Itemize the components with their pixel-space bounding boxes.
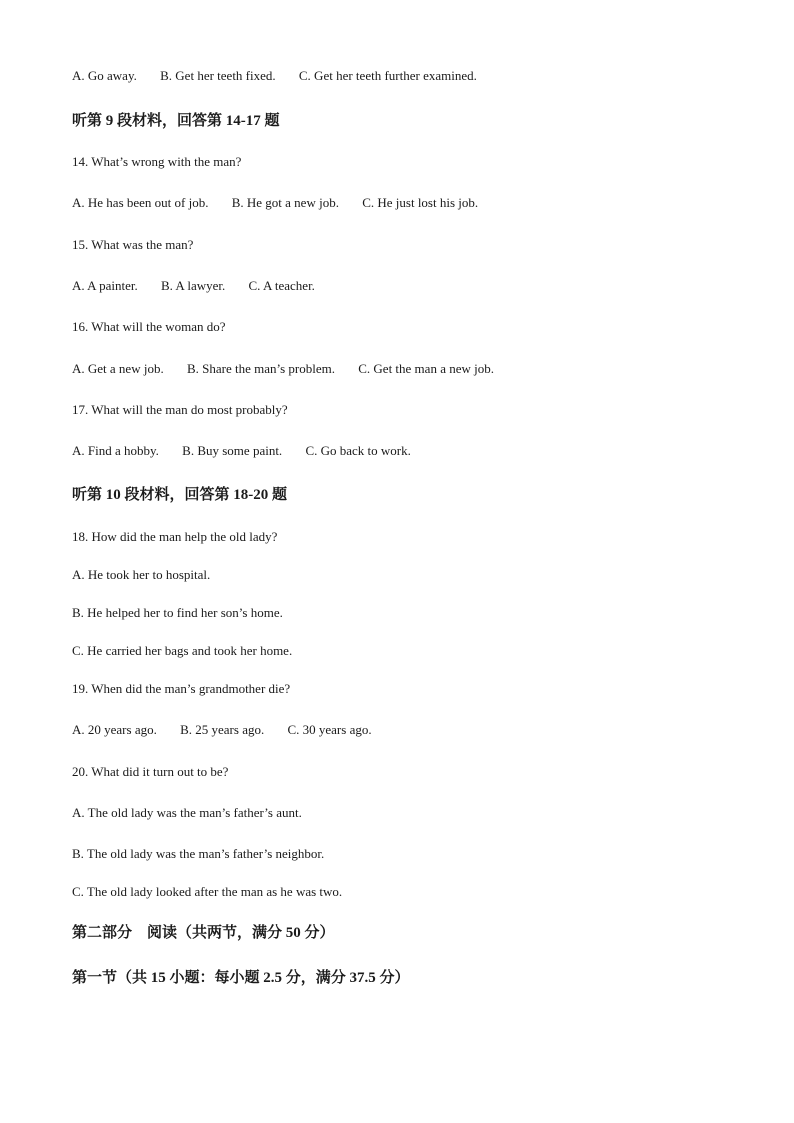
q20-option-c: C. The old lady looked after the man as he was two. (72, 884, 343, 899)
q17-option-a: A. Find a hobby. (72, 443, 159, 458)
q18-option-b: B. He helped her to find her son’s home. (72, 605, 283, 620)
q14-question: 14. What’s wrong with the man? (72, 154, 242, 169)
section-10-heading: 听第 10 段材料，回答第 18-20 题 (72, 487, 287, 503)
q19-option-b: B. 25 years ago. (180, 722, 265, 737)
part-2-heading: 第二部分 阅读（共两节，满分 50 分） (72, 925, 335, 941)
q16-option-c: C. Get the man a new job. (358, 361, 494, 376)
q16-option-b: B. Share the man’s problem. (186, 361, 335, 376)
q16-options (72, 361, 494, 377)
q20-question: 20. What did it turn out to be? (72, 764, 229, 779)
q14-option-c: C. He just lost his job. (362, 195, 479, 210)
q13-option-a: A. Go away. (72, 68, 137, 83)
q14-options (72, 195, 478, 211)
q19-option-c: C. 30 years ago. (287, 722, 372, 737)
q17-option-b: B. Buy some paint. (182, 443, 283, 458)
q19-option-a: A. 20 years ago. (72, 722, 157, 737)
q15-question: 15. What was the man? (72, 237, 194, 252)
q13-option-b: B. Get her teeth fixed. (160, 68, 276, 83)
q17-option-c: C. Go back to work. (305, 443, 411, 458)
q15-option-a: A. A painter. (72, 278, 138, 293)
q18-option-a: A. He took her to hospital. (72, 567, 211, 582)
q18-question: 18. How did the man help the old lady? (72, 529, 278, 544)
q16-option-a: A. Get a new job. (72, 361, 164, 376)
q15-options (72, 278, 315, 294)
q17-options (72, 443, 411, 459)
q15-option-c: C. A teacher. (248, 278, 315, 293)
q13-option-c: C. Get her teeth further examined. (298, 68, 477, 83)
q17-question: 17. What will the man do most probably? (72, 402, 288, 417)
q13-options (72, 68, 477, 84)
q14-option-a: A. He has been out of job. (72, 195, 209, 210)
section-9-heading: 听第 9 段材料，回答第 14-17 题 (72, 113, 280, 129)
q18-option-c: C. He carried her bags and took her home. (72, 643, 293, 658)
section-1-heading: 第一节（共 15 小题：每小题 2.5 分，满分 37.5 分） (72, 970, 410, 986)
q20-option-b: B. The old lady was the man’s father’s neighbor. (72, 846, 325, 861)
q19-options (72, 722, 372, 738)
q15-option-b: B. A lawyer. (160, 278, 226, 293)
q19-question: 19. When did the man’s grandmother die? (72, 681, 291, 696)
q14-option-b: B. He got a new job. (231, 195, 339, 210)
q20-option-a: A. The old lady was the man’s father’s aunt. (72, 805, 302, 820)
q16-question: 16. What will the woman do? (72, 319, 226, 334)
